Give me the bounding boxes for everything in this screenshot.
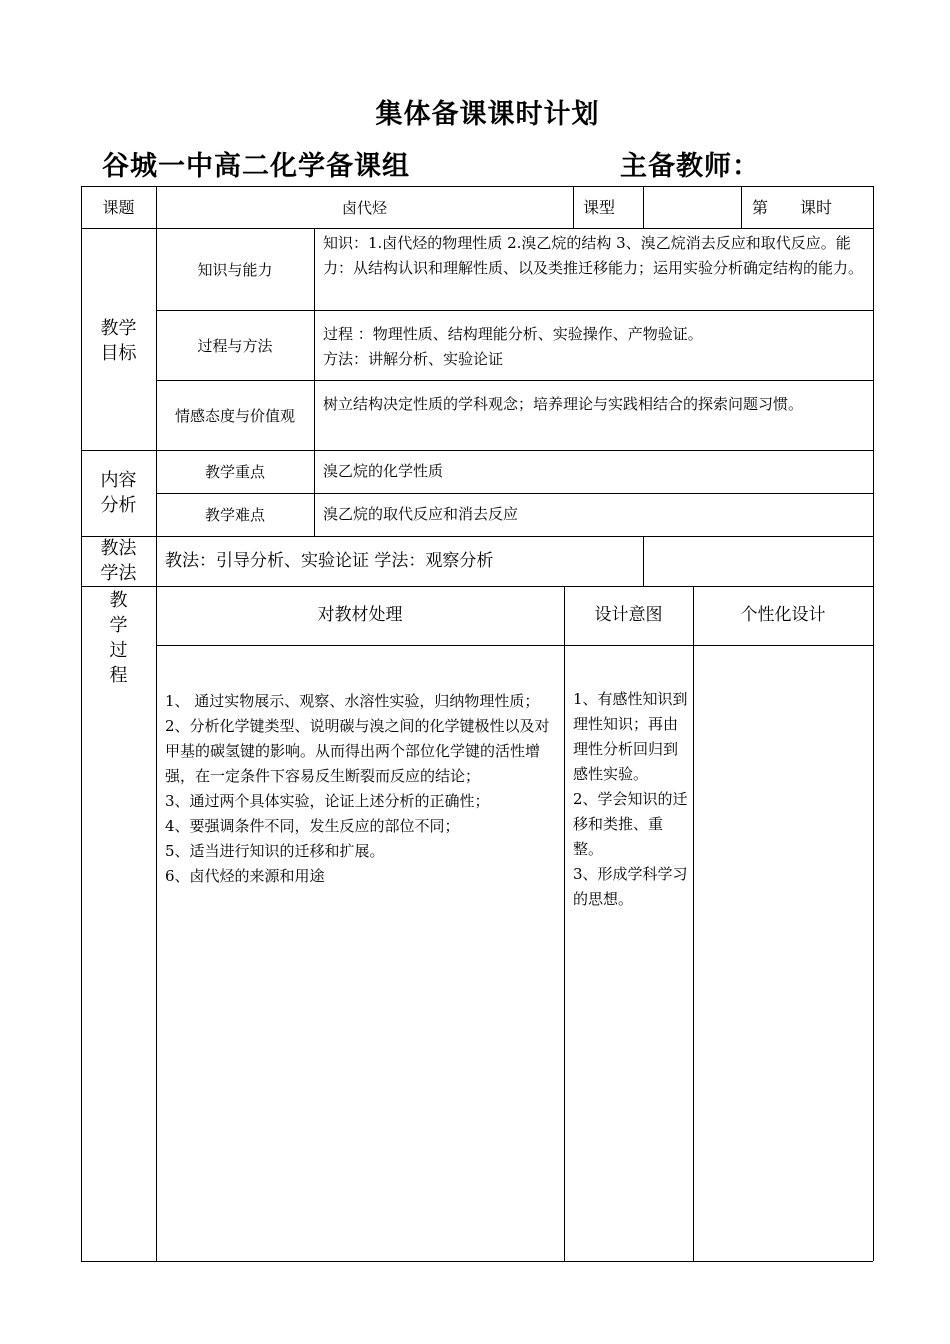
row-divider: [156, 645, 873, 646]
row-divider: [81, 450, 873, 451]
table-border-bottom: [81, 1261, 873, 1262]
content-label-line1: 内容: [100, 470, 137, 491]
intent-item: 2、学会知识的迁移和类推、重整。: [573, 790, 688, 858]
col-divider: [643, 186, 644, 228]
col-divider: [564, 586, 565, 1261]
key-point-text: 溴乙烷的化学性质: [323, 462, 444, 480]
col-divider: [573, 186, 574, 228]
row-divider: [81, 536, 873, 537]
material-item: 5、适当进行知识的迁移和扩展。: [165, 842, 385, 860]
material-item: 2、分析化学键类型、说明碳与溴之间的化学键极性以及对甲基的碳氢键的影响。从而得出两个部位化学键的活性增强，在一定条件下容易反生断裂而反应的结论；: [165, 717, 550, 785]
intent-item: 3、形成学科学习的思想。: [573, 865, 688, 908]
table-border-right: [873, 186, 874, 1261]
difficulty-text: 溴乙烷的取代反应和消去反应: [323, 505, 519, 523]
material-item: 3、通过两个具体实验，论证上述分析的正确性；: [165, 792, 490, 810]
material-item: 1、 通过实物展示、观察、水溶性实验，归纳物理性质；: [165, 692, 540, 710]
process-label-char: 学: [109, 615, 128, 636]
col-divider: [643, 536, 644, 586]
col-divider: [314, 228, 315, 536]
methods-label-line2: 学法: [100, 563, 137, 584]
attitude-label: 情感态度与价值观: [174, 407, 295, 425]
process-label-char: 程: [109, 665, 128, 686]
col-divider: [741, 186, 742, 228]
process-method-line1: 过程 ：物理性质、结构理能分析、实验操作、产物验证。: [323, 325, 703, 343]
topic-label: 课题: [102, 198, 135, 217]
process-method-line2: 方法：讲解分析、实验论证: [323, 350, 504, 368]
process-label-char: 过: [109, 640, 128, 661]
row-divider: [156, 310, 873, 311]
lesson-type-label: 课型: [583, 198, 616, 217]
lead-teacher-label: 主备教师：: [620, 151, 760, 182]
methods-label-line1: 教法: [100, 538, 137, 559]
col-divider: [693, 586, 694, 1261]
process-method-label: 过程与方法: [197, 337, 273, 355]
content-label-line2: 分析: [100, 495, 137, 516]
methods-text: 教法：引导分析、实验论证 学法：观察分析: [165, 551, 494, 571]
prep-group-name: 谷城一中高二化学备课组: [102, 151, 410, 182]
goals-label-line2: 目标: [100, 343, 137, 364]
difficulty-label: 教学难点: [204, 506, 265, 524]
key-point-label: 教学重点: [204, 463, 265, 481]
goals-label-line1: 教学: [100, 318, 137, 339]
intent-item: 1、有感性知识到理性知识；再由理性分析回归到感性实验。: [573, 690, 688, 783]
intent-content: [573, 687, 689, 912]
period-label: 第 课时: [752, 198, 833, 217]
col-header-personal: 个性化设计: [740, 605, 826, 625]
knowledge-text: 知识：1.卤代烃的物理性质 2.溴乙烷的结构 3、溴乙烷消去反应和取代反应。能力：从结构认识和理解性质、以及类推迁移能力；运用实验分析确定结构的能力。: [323, 234, 864, 277]
row-divider: [81, 586, 873, 587]
knowledge-label: 知识与能力: [197, 261, 273, 279]
row-divider: [81, 228, 873, 229]
col-header-intent: 设计意图: [594, 605, 663, 625]
topic-value: 卤代烃: [341, 199, 387, 217]
material-content: [165, 689, 559, 889]
row-divider: [156, 380, 873, 381]
page-title: 集体备课课时计划: [375, 99, 600, 130]
table-border-top: [81, 186, 873, 187]
col-header-material: 对教材处理: [317, 605, 403, 625]
material-item: 6、卤代烃的来源和用途: [165, 867, 325, 885]
process-label-char: 教: [109, 590, 128, 611]
material-item: 4、要强调条件不同，发生反应的部位不同；: [165, 817, 460, 835]
row-divider: [156, 493, 873, 494]
attitude-text: 树立结构决定性质的学科观念；培养理论与实践相结合的探索问题习惯。: [323, 395, 804, 413]
